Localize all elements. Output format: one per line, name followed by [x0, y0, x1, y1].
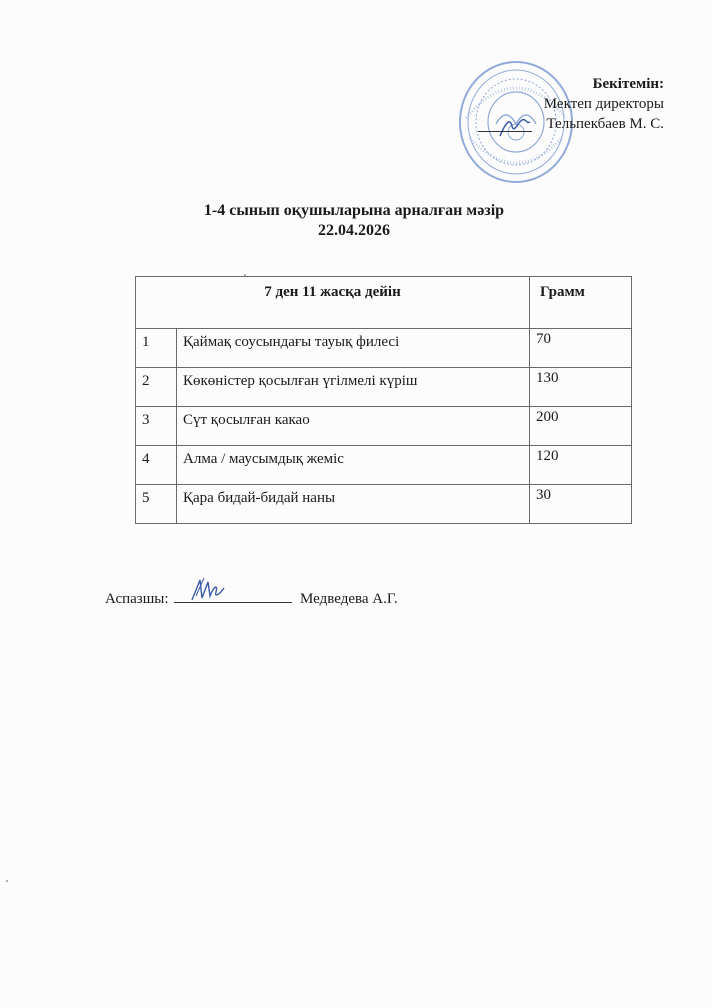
menu-title: 1-4 сынып оқушыларына арналған мәзір: [203, 202, 505, 219]
table-row: [136, 446, 632, 485]
header-gram: Грамм: [530, 277, 632, 329]
table-row: [136, 368, 632, 407]
table-row: [136, 407, 632, 446]
row-number: 4: [136, 446, 177, 485]
dish-name: Сүт қосылған какао: [177, 407, 530, 446]
dish-grams: 70: [530, 329, 632, 368]
menu-date: 22.04.2026: [318, 222, 390, 239]
cook-name: Медведева А.Г.: [300, 591, 398, 607]
table-row: [136, 485, 632, 524]
cook-signature-icon: [188, 576, 228, 602]
approval-block: [544, 74, 664, 134]
row-number: 3: [136, 407, 177, 446]
row-number: 2: [136, 368, 177, 407]
dish-name: Көкөністер қосылған үгілмелі күріш: [177, 368, 530, 407]
row-number: 1: [136, 329, 177, 368]
cook-signature-line: [174, 588, 292, 603]
approval-name: Тельпекбаев М. С.: [546, 116, 664, 132]
dish-grams: 200: [530, 407, 632, 446]
cook-signature-block: [105, 588, 398, 608]
scan-speck: [6, 880, 8, 882]
header-age: 7 ден 11 жасқа дейін: [136, 277, 530, 329]
dish-grams: 120: [530, 446, 632, 485]
dish-name: Алма / маусымдық жеміс: [177, 446, 530, 485]
table-header-row: [136, 277, 632, 329]
dish-grams: 130: [530, 368, 632, 407]
approval-position: Мектеп директоры: [543, 96, 664, 112]
table-row: [136, 329, 632, 368]
dish-grams: 30: [530, 485, 632, 524]
dish-name: Қаймақ соусындағы тауық филесі: [177, 329, 530, 368]
approval-title: Бекітемін:: [592, 76, 664, 92]
row-number: 5: [136, 485, 177, 524]
menu-table: [135, 276, 632, 524]
dish-name: Қара бидай-бидай наны: [177, 485, 530, 524]
cook-label: Аспазшы:: [105, 591, 169, 607]
director-signature-line: [478, 131, 532, 132]
